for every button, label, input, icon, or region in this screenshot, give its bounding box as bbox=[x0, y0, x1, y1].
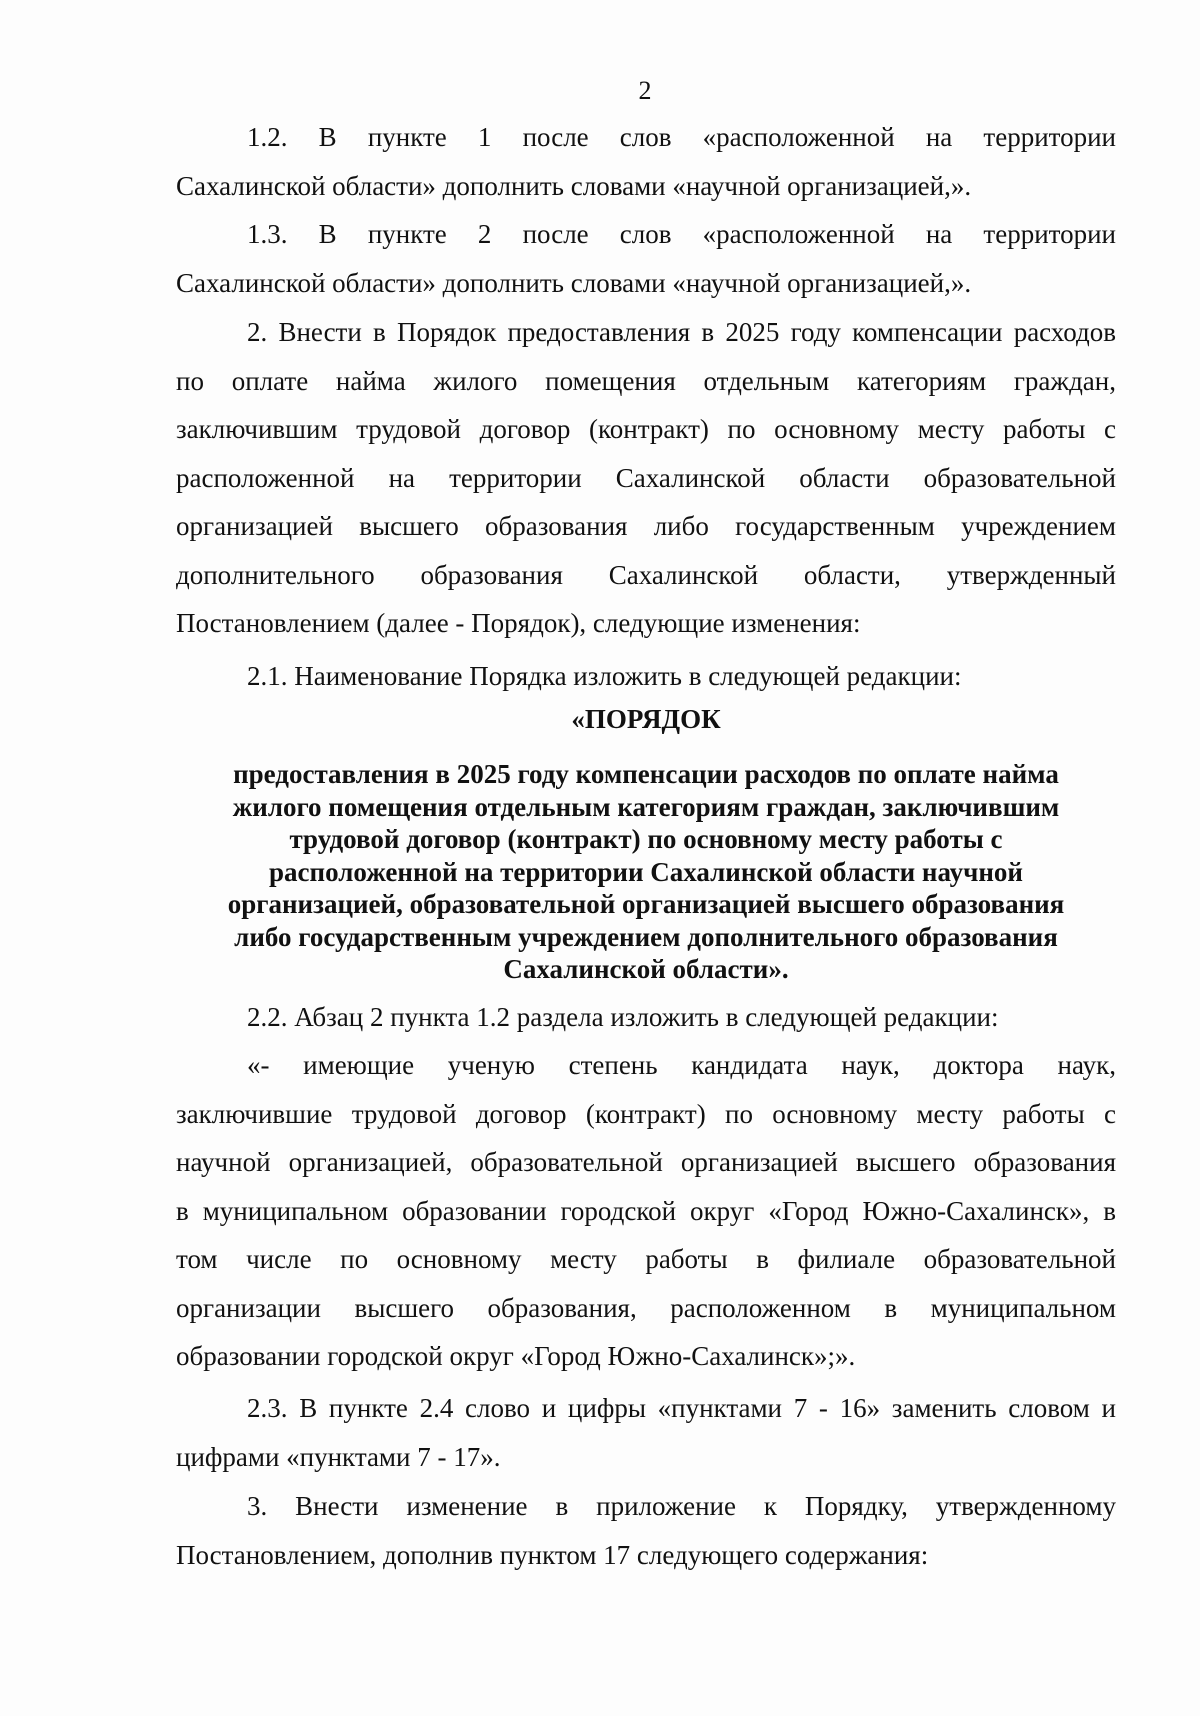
title-line: трудовой договор (контракт) по основному месту работы с bbox=[289, 824, 1003, 854]
paragraph-line: по оплате найма жилого помещения отдельным категориям граждан, bbox=[176, 365, 1116, 396]
paragraph-line: организации высшего образования, расположенном в муниципальном bbox=[176, 1292, 1116, 1323]
paragraph-1-3 bbox=[176, 210, 1116, 307]
paragraph-line: расположенной на территории Сахалинской области образовательной bbox=[176, 462, 1116, 493]
paragraph-3 bbox=[176, 1482, 1116, 1579]
paragraph-2-1 bbox=[176, 652, 1116, 701]
paragraph-line: 2.1. Наименование Порядка изложить в следующей редакции: bbox=[247, 661, 962, 691]
paragraph-line: 1.2. В пункте 1 после слов «расположенной на территории bbox=[247, 122, 1116, 152]
paragraph-line: 2. Внести в Порядок предоставления в 2025 году компенсации расходов bbox=[247, 317, 1116, 347]
paragraph-2-2 bbox=[176, 993, 1116, 1042]
paragraph-line: 2.3. В пункте 2.4 слово и цифры «пунктами 7 - 16» заменить словом и bbox=[247, 1393, 1116, 1423]
paragraph-line: образовании городской округ «Город Южно-Сахалинск»;». bbox=[176, 1341, 856, 1371]
paragraph-line: Сахалинской области» дополнить словами «научной организацией,». bbox=[176, 267, 972, 298]
paragraph-line: 1.3. В пункте 2 после слов «расположенной на территории bbox=[247, 219, 1116, 249]
page-number: 2 bbox=[638, 76, 652, 105]
paragraph-1-2 bbox=[176, 113, 1116, 210]
title-line: Сахалинской области». bbox=[503, 954, 789, 984]
paragraph-line: 2.2. Абзац 2 пункта 1.2 раздела изложить в следующей редакции: bbox=[247, 1002, 999, 1032]
paragraph-line: заключившие трудовой договор (контракт) по основному месту работы с bbox=[176, 1098, 1116, 1129]
paragraph-line: цифрами «пунктами 7 - 17». bbox=[176, 1441, 501, 1472]
paragraph-line: организацией высшего образования либо государственным учреждением bbox=[176, 511, 1116, 541]
paragraph-line: «- имеющие ученую степень кандидата наук, доктора наук, bbox=[247, 1050, 1116, 1080]
paragraph-line: 3. Внести изменение в приложение к Порядку, утвержденному bbox=[247, 1491, 1116, 1521]
paragraph-line: в муниципальном образовании городской округ «Город Южно-Сахалинск», в bbox=[176, 1195, 1116, 1226]
paragraph-line: научной организацией, образовательной организацией высшего образования bbox=[176, 1147, 1116, 1177]
paragraph-2-3 bbox=[176, 1384, 1116, 1481]
paragraph-line: Сахалинской области» дополнить словами «научной организацией,». bbox=[176, 170, 972, 201]
paragraph-line: заключившим трудовой договор (контракт) по основному месту работы с bbox=[176, 414, 1116, 444]
title-line: расположенной на территории Сахалинской области научной bbox=[269, 856, 1023, 887]
title-line: предоставления в 2025 году компенсации расходов по оплате найма bbox=[233, 759, 1059, 789]
paragraph-2 bbox=[176, 308, 1116, 648]
document-title-heading: «ПОРЯДОК bbox=[571, 704, 721, 734]
paragraph-2-2-quote bbox=[176, 1041, 1116, 1381]
paragraph-line: Постановлением, дополнив пунктом 17 следующего содержания: bbox=[176, 1539, 929, 1570]
title-line: организацией, образовательной организацией высшего образования bbox=[227, 889, 1065, 919]
title-line: жилого помещения отдельным категориям граждан, заключившим bbox=[232, 791, 1060, 822]
paragraph-line: дополнительного образования Сахалинской области, утвержденный bbox=[176, 559, 1116, 590]
title-line: либо государственным учреждением дополнительного образования bbox=[234, 921, 1058, 952]
paragraph-line: Постановлением (далее - Порядок), следующие изменения: bbox=[176, 608, 861, 638]
document-title-body bbox=[176, 758, 1116, 986]
paragraph-line: том числе по основному месту работы в филиале образовательной bbox=[176, 1244, 1116, 1274]
